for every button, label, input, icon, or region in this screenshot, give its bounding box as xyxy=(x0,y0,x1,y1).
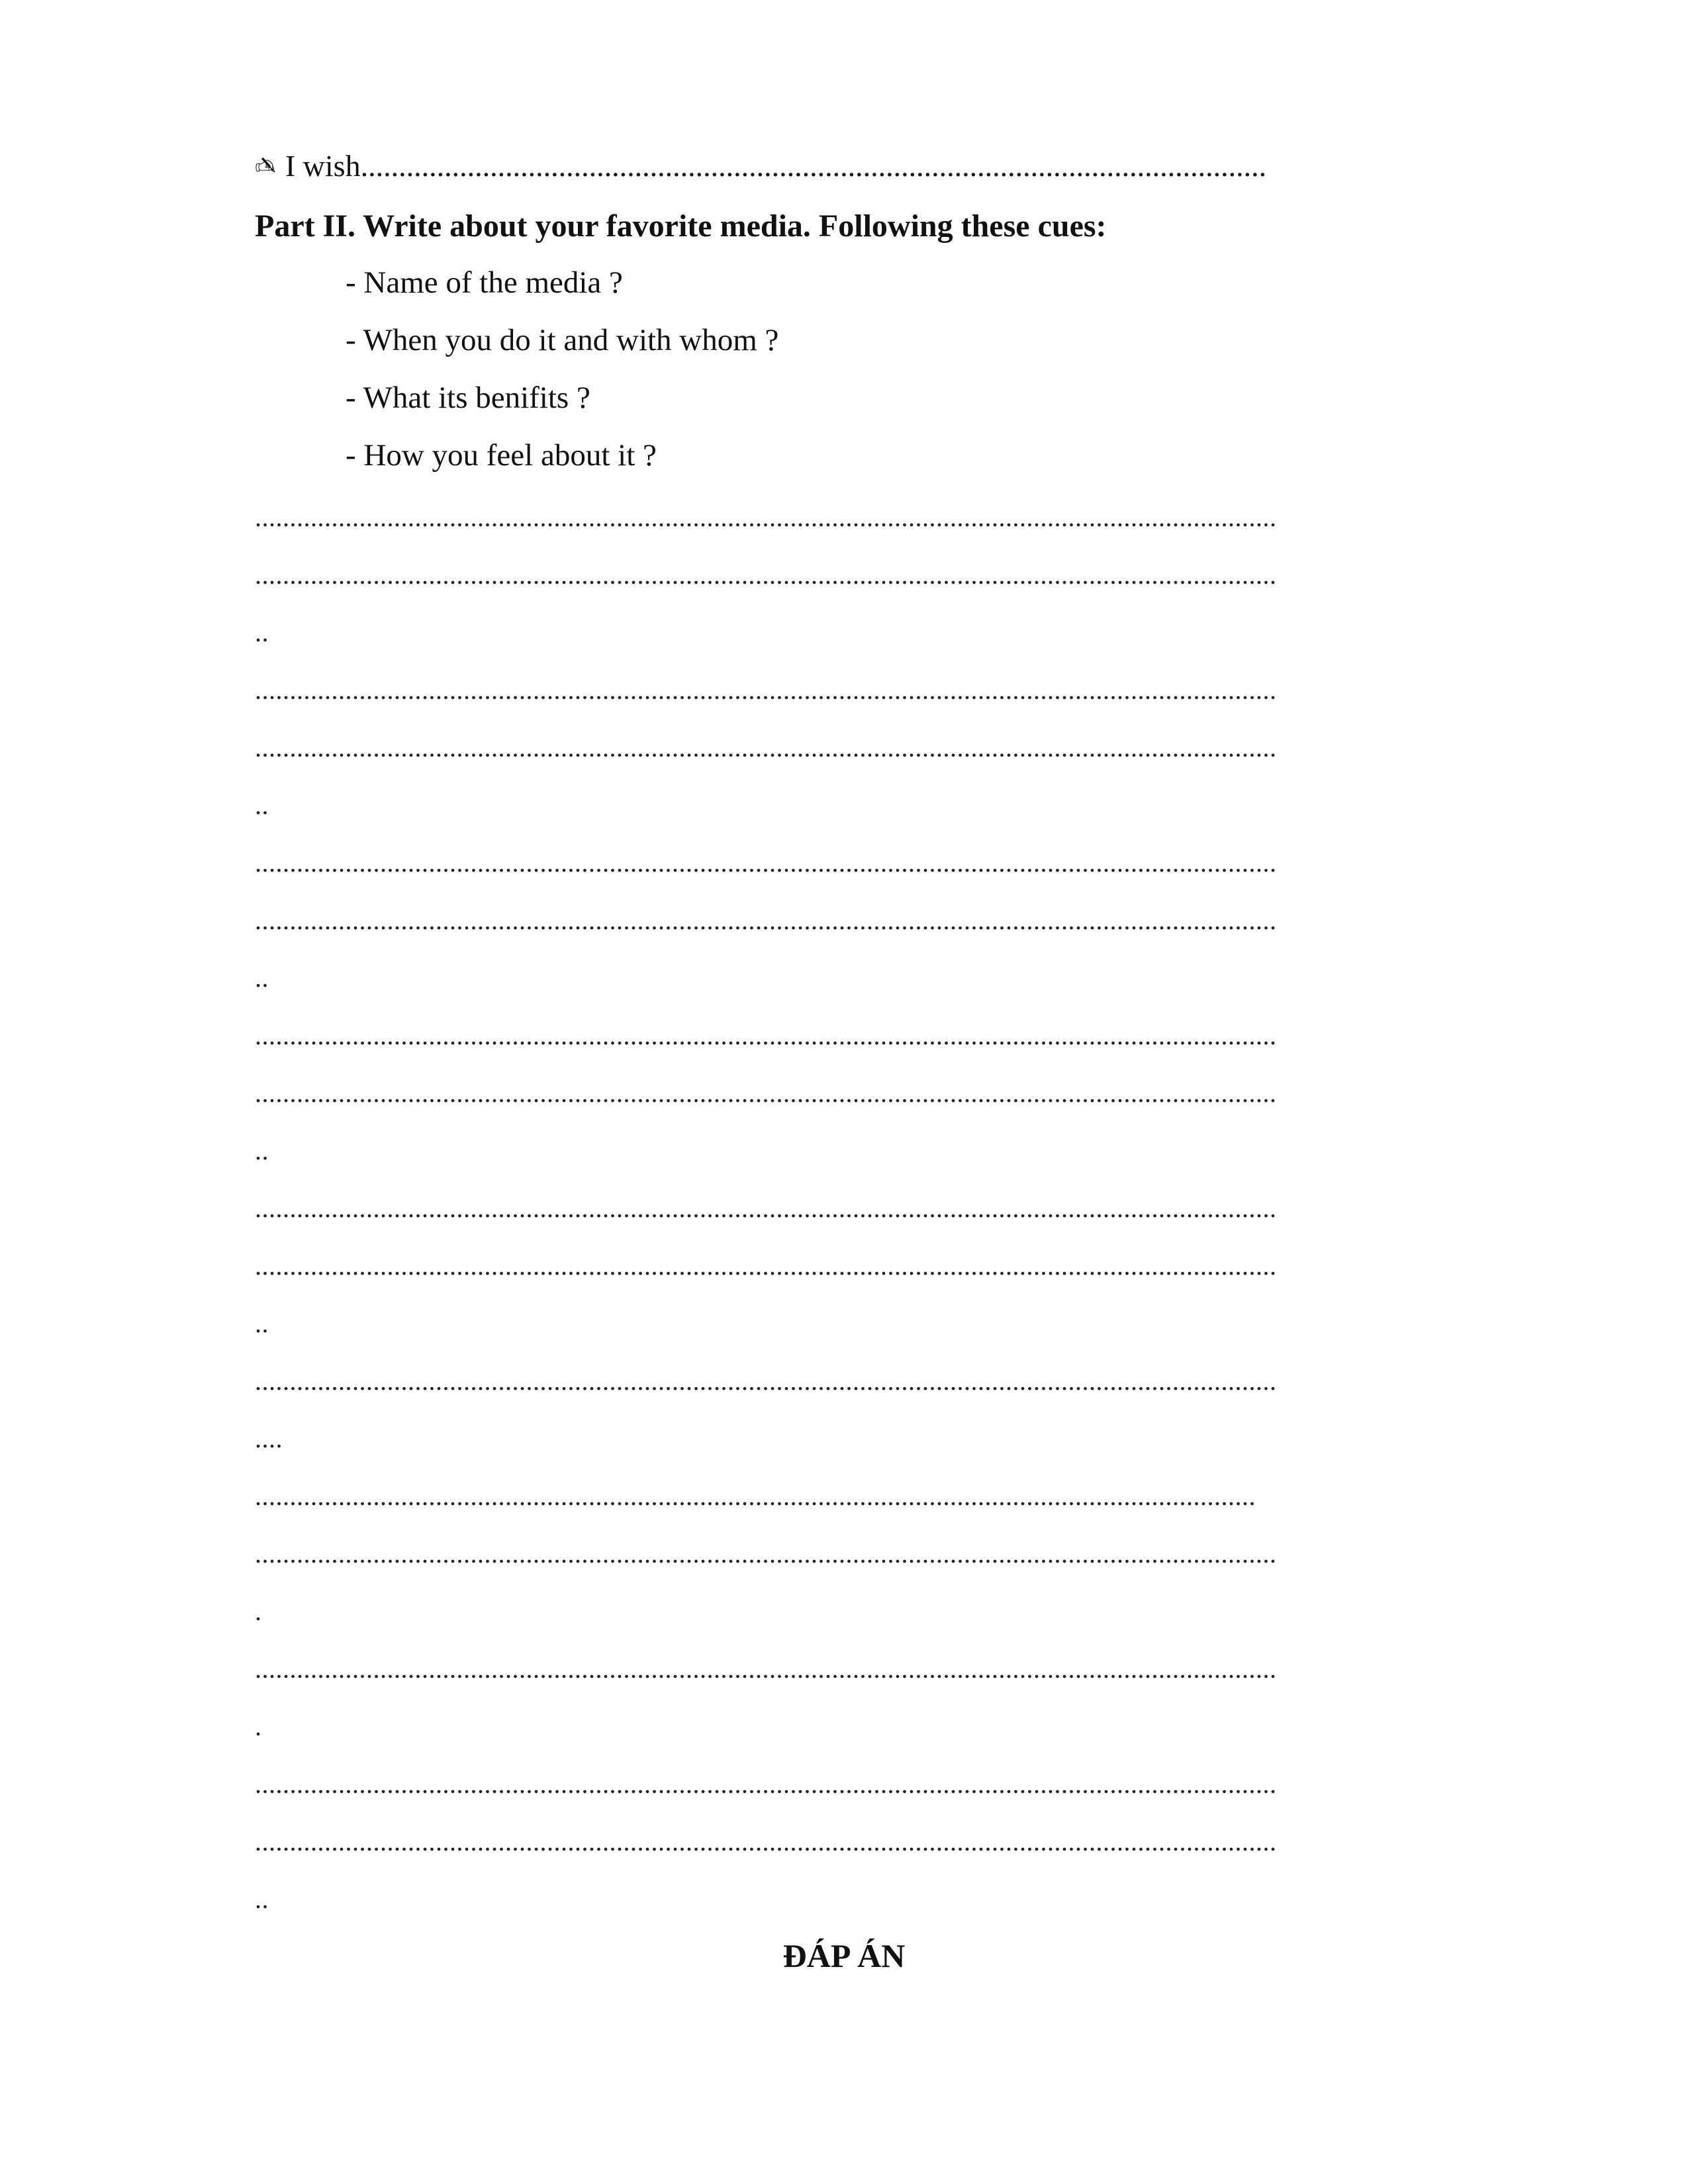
answer-line[interactable]: ................................................................................................................................................... xyxy=(255,905,1277,935)
answer-line[interactable]: .. xyxy=(255,1884,269,1914)
answer-line[interactable]: ................................................................................................................................................... xyxy=(255,1021,1277,1050)
answer-line[interactable]: ................................................................................................................................................... xyxy=(255,675,1277,705)
answer-line[interactable]: .. xyxy=(255,617,269,647)
part-2-heading: Part II. Write about your favorite media. Following these cues: xyxy=(255,208,1107,244)
wish-sentence xyxy=(255,151,1266,181)
writing-hand-icon: ✍ xyxy=(255,152,276,181)
answer-line[interactable]: ................................................................................................................................................... xyxy=(255,502,1277,532)
answer-line[interactable]: ................................................................................................................................................... xyxy=(255,1078,1277,1108)
answer-line[interactable]: ................................................................................................................................................... xyxy=(255,1769,1277,1799)
cue-item: - How you feel about it ? xyxy=(346,438,657,473)
answer-line[interactable]: ................................................................................................................................................... xyxy=(255,1366,1277,1396)
answer-line[interactable]: ................................................................................................................................................... xyxy=(255,1827,1277,1856)
answer-line[interactable]: ................................................................................................................................................... xyxy=(255,560,1277,590)
answer-line[interactable]: . xyxy=(255,1711,262,1741)
answer-line[interactable]: .. xyxy=(255,1136,269,1165)
cue-item: - When you do it and with whom ? xyxy=(346,323,779,357)
cue-item: - What its benifits ? xyxy=(346,381,590,415)
answer-line[interactable]: . xyxy=(255,1596,262,1626)
answer-line[interactable]: ................................................................................................................................................... xyxy=(255,848,1277,878)
wish-text: I wish....................................................................................................................... xyxy=(285,149,1267,183)
answer-line[interactable]: .... xyxy=(255,1424,283,1453)
answer-line[interactable]: ................................................................................................................................................... xyxy=(255,733,1277,762)
answer-line[interactable]: .. xyxy=(255,1308,269,1338)
answer-line[interactable]: .. xyxy=(255,790,269,820)
answer-line[interactable]: ................................................................................................................................................... xyxy=(255,1251,1277,1281)
answer-line[interactable]: ................................................................................................................................................... xyxy=(255,1193,1277,1223)
answer-line[interactable]: ................................................................................................................................................... xyxy=(255,1654,1277,1684)
cue-item: - Name of the media ? xyxy=(346,265,623,300)
answer-key-title: ĐÁP ÁN xyxy=(782,1937,906,1974)
answer-line[interactable]: .. xyxy=(255,963,269,993)
answer-line[interactable]: ................................................................................................................................................ xyxy=(255,1481,1256,1511)
answer-line[interactable]: ................................................................................................................................................... xyxy=(255,1539,1277,1569)
